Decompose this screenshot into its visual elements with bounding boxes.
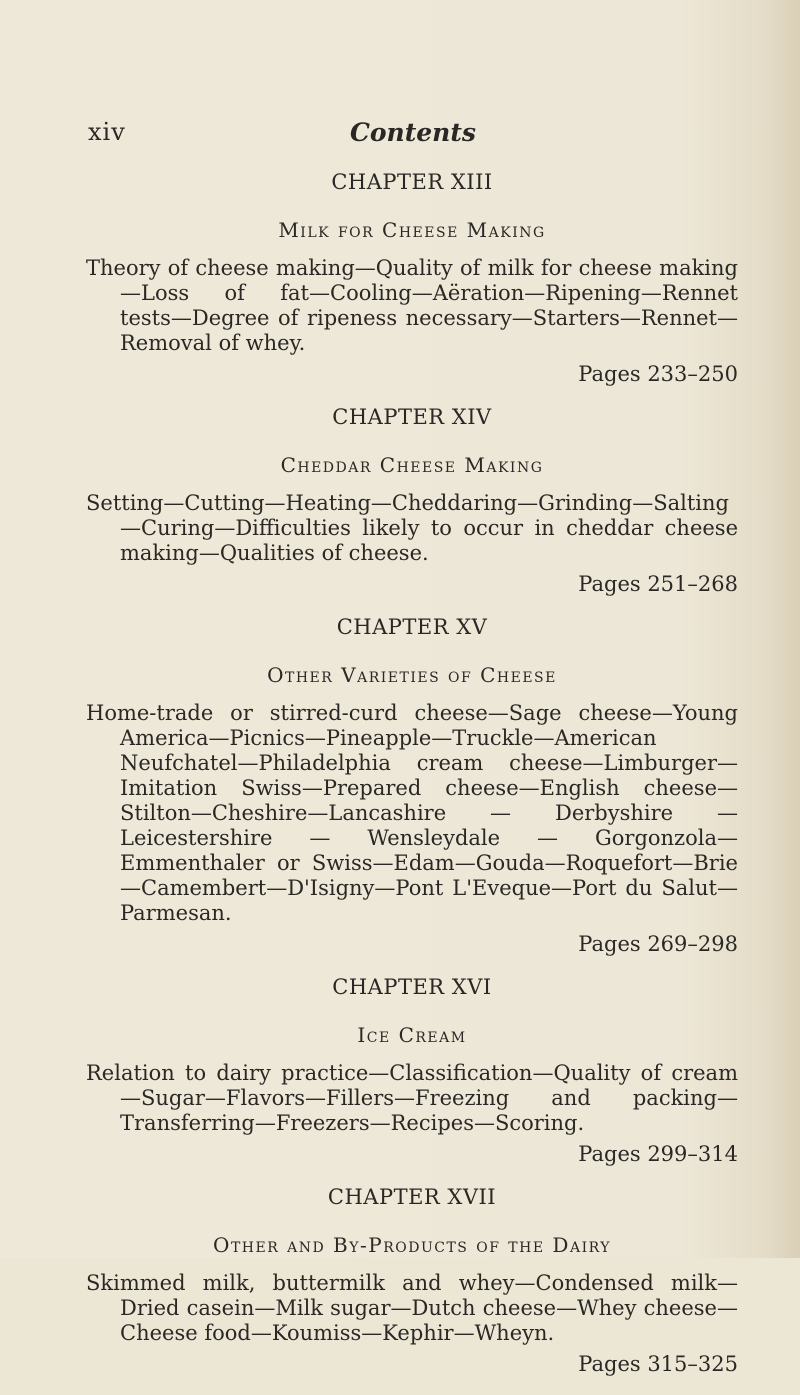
chapter-entry [86,975,738,1167]
page-range: Pages 269–298 [578,932,738,956]
page-header [88,118,738,158]
chapter-summary: Home-trade or stirred-curd cheese—Sage cheese—Young America—Picnics—Pineapple—Truckle—American Neufchatel—Philadelphia cream cheese—Limburger—Imitation Swiss—Prepared cheese—English cheese—Stilton—Cheshire—Lancashire — Derbyshire — Leicestershire — Wensleydale — Gorgonzola—Emmenthaler or Swiss—Edam—Gouda—Roquefort—Brie—Camembert—D'Isigny—Pont L'Eveque—Port du Salut—Parmesan. [86,701,738,925]
chapter-title: Other Varieties of Cheese [267,663,557,687]
chapter-title: Ice Cream [357,1023,467,1047]
chapter-entry [86,615,738,957]
chapter-entry [86,405,738,597]
chapter-number: CHAPTER XV [336,615,488,639]
chapter-summary: Relation to dairy practice—Classification—Quality of cream—Sugar—Flavors—Fillers—Freezing and packing—Transferring—Freezers—Recipes—Scoring. [86,1061,738,1135]
chapter-summary: Setting—Cutting—Heating—Cheddaring—Grinding—Salting—Curing—Difficulties likely to occur in cheddar cheese making—Qualities of cheese. [86,491,738,565]
chapter-summary: Skimmed milk, buttermilk and whey—Condensed milk—Dried casein—Milk sugar—Dutch cheese—Whey cheese—Cheese food—Koumiss—Kephir—Wheyn. [86,1271,738,1345]
chapter-title: Other and By-Products of the Dairy [213,1233,611,1257]
chapter-title: Cheddar Cheese Making [280,453,544,477]
chapter-number: CHAPTER XIII [331,170,493,194]
chapter-title: Milk for Cheese Making [278,218,546,242]
chapter-number: CHAPTER XIV [332,405,492,429]
page-range: Pages 299–314 [578,1142,738,1166]
chapter-entry [86,170,738,387]
chapter-summary: Theory of cheese making—Quality of milk for cheese making—Loss of fat—Cooling—Aëration—Ripening—Rennet tests—Degree of ripeness necessary—Starters—Rennet—Removal of whey. [86,256,738,355]
chapter-entry [86,1185,738,1377]
contents-list [86,170,738,1395]
page-range: Pages 233–250 [578,362,738,386]
running-title: Contents [349,118,476,147]
chapter-number: CHAPTER XVII [327,1185,497,1209]
page-range: Pages 251–268 [578,572,738,596]
page-number: xiv [88,118,126,146]
chapter-number: CHAPTER XVI [332,975,492,999]
page-range: Pages 315–325 [578,1352,738,1376]
